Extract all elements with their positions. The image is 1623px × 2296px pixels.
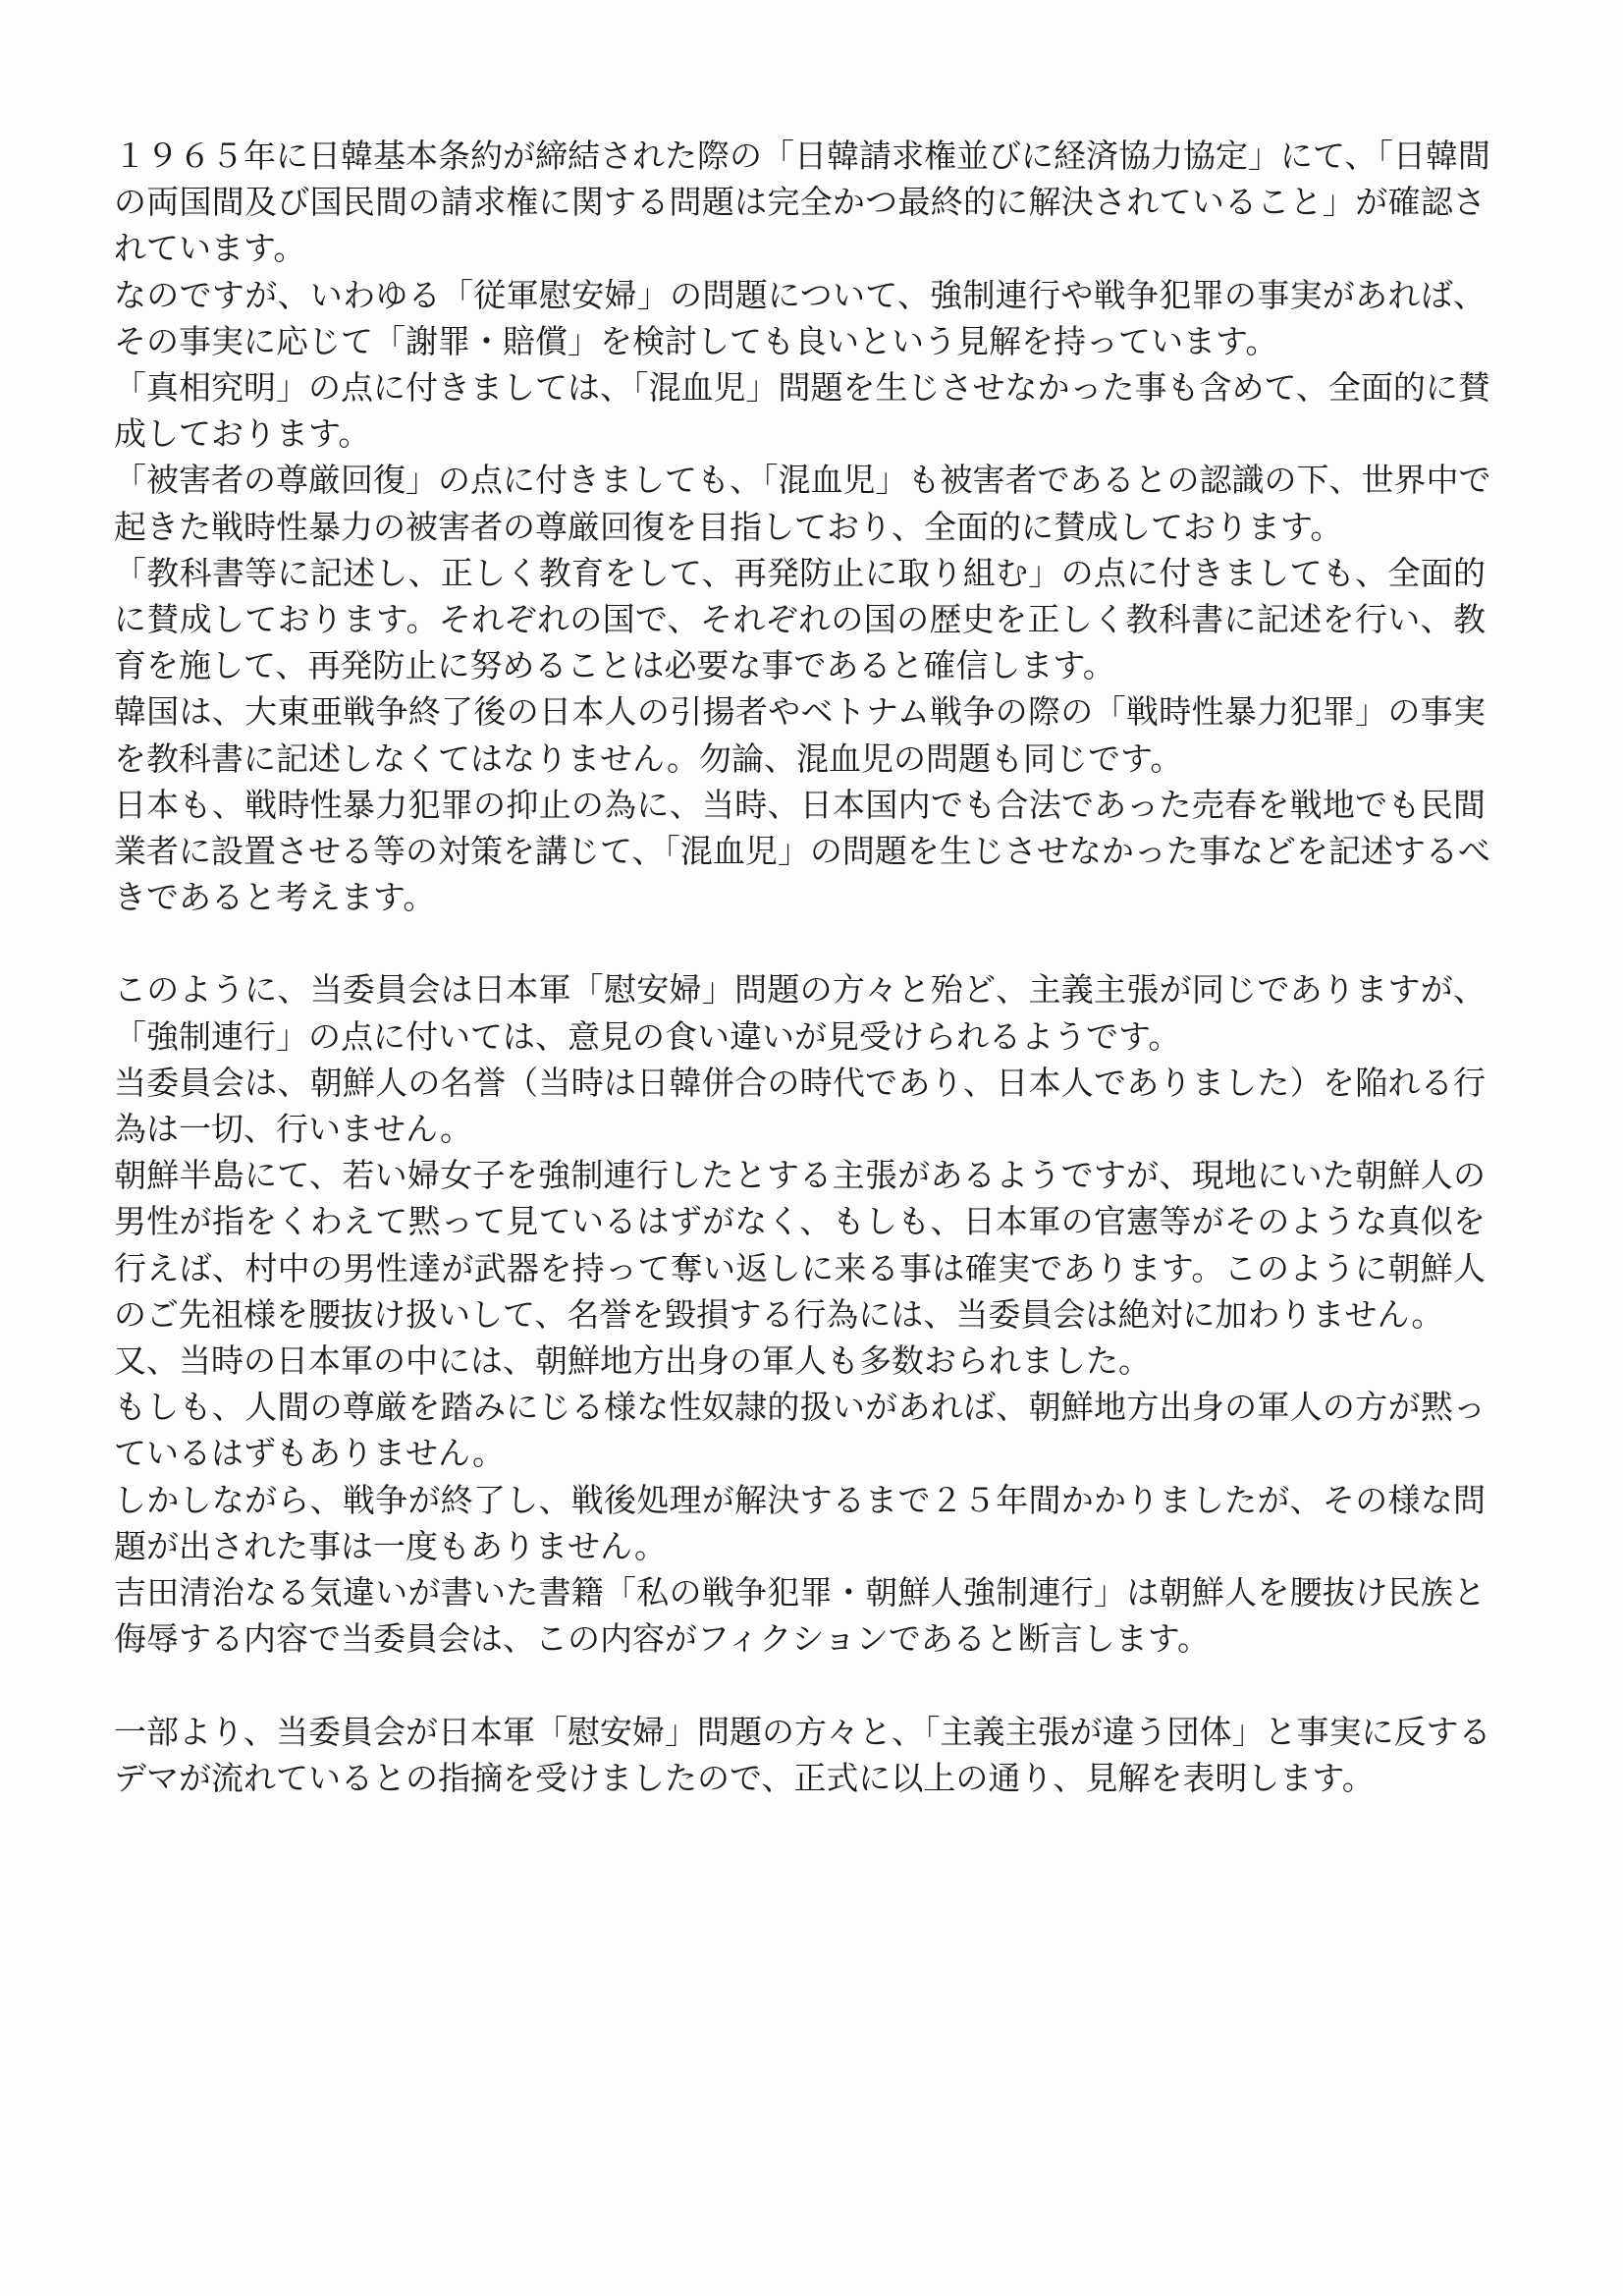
text-line: 「被害者の尊厳回復」の点に付きましても、「混血児」も被害者であるとの認識の下、世界中で	[114, 461, 1491, 500]
text-line: のご先祖様を腰抜け扱いして、名誉を毀損する行為には、当委員会は絶対に加わりません。	[114, 1294, 1444, 1334]
section-2	[114, 966, 1486, 1662]
text-line: れています。	[114, 229, 306, 268]
text-line: 「真相究明」の点に付きましては、「混血児」問題を生じさせなかった事も含めて、全面的に賛	[114, 368, 1490, 408]
section-3	[114, 1709, 1491, 1801]
text-line: ているはずもありません。	[114, 1434, 505, 1473]
text-line: 一部より、当委員会が日本軍「慰安婦」問題の方々と、「主義主張が違う団体」と事実に反する	[114, 1712, 1491, 1751]
text-line: もしも、人間の尊厳を踏みにじる様な性奴隷的扱いがあれば、朝鮮地方出身の軍人の方が黙っ	[114, 1388, 1487, 1427]
text-line: 起きた戦時性暴力の被害者の尊厳回復を目指しており、全面的に賛成しております。	[114, 507, 1343, 546]
text-line: 吉田清治なる気違いが書いた書籍「私の戦争犯罪・朝鮮人強制連行」は朝鮮人を腰抜け民族と	[114, 1573, 1487, 1613]
text-line: を教科書に記述しなくてはなりません。勿論、混血児の問題も同じです。	[114, 738, 1183, 778]
text-line: 行えば、村中の男性達が武器を持って奪い返しに来る事は確実であります。このように朝鮮人	[114, 1248, 1486, 1287]
text-line: 成しております。	[114, 414, 371, 454]
paragraph-gap	[114, 1663, 1486, 1709]
section-1	[114, 133, 1491, 920]
text-line: １９６５年に日韓基本条約が締結された際の「日韓請求権並びに経済協力協定」にて、「日韓間	[114, 137, 1490, 175]
text-line: 朝鮮半島にて、若い婦女子を強制連行したとする主張があるようですが、現地にいた朝鮮人の	[114, 1156, 1486, 1195]
text-line: 日本も、戦時性暴力犯罪の抑止の為に、当時、日本国内でも合法であった売春を戦地でも民間	[114, 785, 1486, 824]
text-line: の両国間及び国民間の請求権に関する問題は完全かつ最終的に解決されていること」が確認さ	[114, 183, 1486, 222]
text-line: 「教科書等に記述し、正しく教育をして、再発防止に取り組む」の点に付きましても、全面的	[114, 553, 1486, 592]
text-line: 題が出された事は一度もありません。	[114, 1526, 667, 1565]
text-line: なのですが、いわゆる「従軍慰安婦」の問題について、強制連行や戦争犯罪の事実があれば、	[114, 275, 1486, 314]
text-line: 当委員会は、朝鮮人の名誉（当時は日韓併合の時代であり、日本人でありました）を陥れる行	[114, 1063, 1487, 1102]
text-line: デマが流れているとの指摘を受けましたので、正式に以上の通り、見解を表明します。	[114, 1758, 1375, 1797]
text-line: きであると考えます。	[114, 878, 436, 917]
text-line: 男性が指をくわえて黙って見ているはずがなく、もしも、日本軍の官憲等がそのような真似を	[114, 1202, 1486, 1241]
text-line: 「強制連行」の点に付いては、意見の食い違いが見受けられるようです。	[114, 1016, 1181, 1056]
text-line: しかしながら、戦争が終了し、戦後処理が解決するまで２５年間かかりましたが、その様な問	[114, 1480, 1486, 1519]
paragraph-gap	[114, 920, 1486, 966]
text-line: 業者に設置させる等の対策を講じて、「混血児」の問題を生じさせなかった事などを記述するべ	[114, 832, 1490, 871]
text-line: その事実に応じて「謝罪・賠償」を検討しても良いという見解を持っています。	[114, 321, 1278, 360]
text-line: このように、当委員会は日本軍「慰安婦」問題の方々と殆ど、主義主張が同じでありますが、	[114, 970, 1486, 1010]
text-line: 又、当時の日本軍の中には、朝鮮地方出身の軍人も多数おられました。	[114, 1341, 1151, 1381]
text-line: 為は一切、行いません。	[114, 1110, 472, 1149]
text-line: 韓国は、大東亜戦争終了後の日本人の引揚者やベトナム戦争の際の「戦時性暴力犯罪」の事実	[114, 692, 1486, 732]
text-line: に賛成しております。それぞれの国で、それぞれの国の歴史を正しく教科書に記述を行い、教	[114, 600, 1486, 639]
text-line: 育を施して、再発防止に努めることは必要な事であると確信します。	[114, 646, 1115, 685]
text-line: 侮辱する内容で当委員会は、この内容がフィクションであると断言します。	[114, 1619, 1211, 1659]
